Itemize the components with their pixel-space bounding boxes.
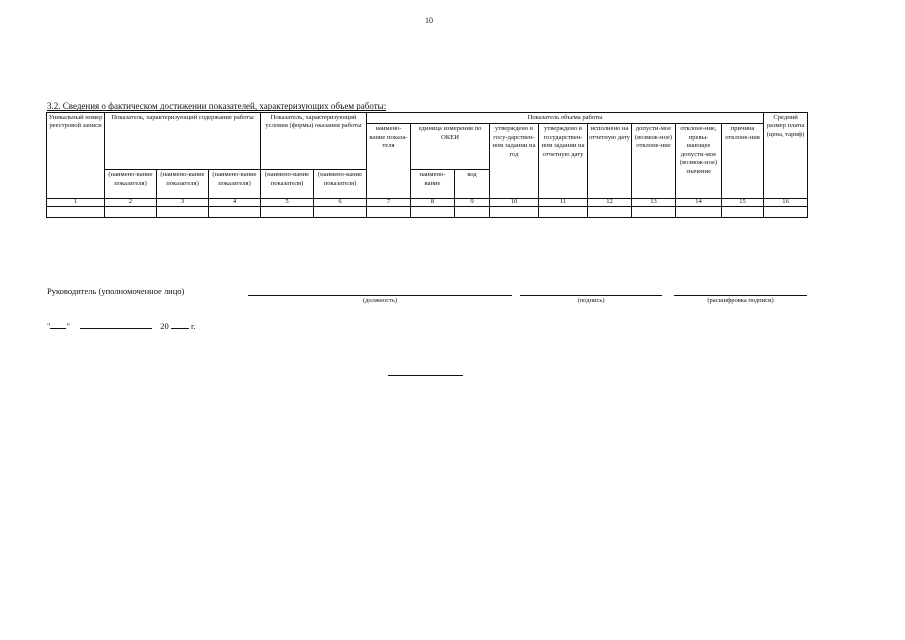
decoding-line [674, 295, 807, 296]
signature-line [520, 295, 662, 296]
year-suffix: г. [190, 321, 196, 331]
column-number: 9 [455, 199, 490, 207]
volume-indicators-table [46, 112, 808, 218]
column-number: 4 [209, 199, 261, 207]
day-blank [50, 320, 66, 329]
header-conditions-indicator: Показатель, характеризующий условия (формы) оказания работы [261, 113, 367, 170]
column-number: 10 [490, 199, 539, 207]
header-content-indicator: Показатель, характеризующий содержание работы [105, 113, 261, 170]
date-line [47, 320, 196, 331]
column-number: 6 [314, 199, 367, 207]
column-number: 13 [632, 199, 676, 207]
subheader-indicator-name: (наимено-вание показателя) [261, 170, 314, 199]
header-approved-year: утверждено в госу-дарствен-ном задании на год [490, 124, 539, 199]
table-cell [209, 207, 261, 218]
header-unit-code: код [455, 170, 490, 199]
subheader-indicator-name: (наимено-вание показателя) [105, 170, 157, 199]
header-approved-date: утверждено в государствен-ном задании на отчетную дату [539, 124, 588, 199]
table-cell [105, 207, 157, 218]
table-cell [490, 207, 539, 218]
section-title: 3.2. Сведения о фактическом достижении показателей, характеризующих объем работы: [47, 101, 387, 111]
header-unit-okei: единица измерения по ОКЕИ [411, 124, 490, 170]
column-number: 5 [261, 199, 314, 207]
header-average-fee: Средний размер платы (цена, тариф) [764, 113, 808, 199]
table-cell [676, 207, 722, 218]
date-close-quote: " [66, 321, 70, 331]
table-cell [261, 207, 314, 218]
header-allowed-deviation: допусти-мое (возмож-ное) отклоне-ние [632, 124, 676, 199]
position-caption: (должность) [362, 297, 398, 304]
position-line [248, 295, 512, 296]
header-executed: исполнено на отчетную дату [588, 124, 632, 199]
signature-caption: (подпись) [577, 297, 605, 304]
table-cell [367, 207, 411, 218]
header-volume-indicator: Показатель объема работы [367, 113, 764, 124]
date-open-quote: " [47, 321, 51, 331]
column-number: 15 [722, 199, 764, 207]
month-blank [80, 320, 152, 329]
year-prefix: 20 [160, 321, 169, 331]
table-cell [455, 207, 490, 218]
subheader-indicator-name: (наимено-вание показателя) [209, 170, 261, 199]
header-unit-name: наимено-вание [411, 170, 455, 199]
table-cell [588, 207, 632, 218]
table-cell [632, 207, 676, 218]
header-unique-number: Уникальный номер реестровой записи [47, 113, 105, 199]
header-indicator-name: наимено-вание показа-теля [367, 124, 411, 199]
column-number: 14 [676, 199, 722, 207]
column-number: 2 [105, 199, 157, 207]
table-cell [47, 207, 105, 218]
column-number: 8 [411, 199, 455, 207]
table-cell [764, 207, 808, 218]
table-cell [722, 207, 764, 218]
column-number: 7 [367, 199, 411, 207]
table-cell [314, 207, 367, 218]
header-exceeding-deviation: отклоне-ние, превы-шающее допусти-мое (возмож-ное) значение [676, 124, 722, 199]
page-number: 10 [425, 16, 433, 25]
subheader-indicator-name: (наимено-вание показателя) [314, 170, 367, 199]
footnote-separator [388, 375, 463, 376]
signer-label: Руководитель (уполномоченное лицо) [47, 286, 185, 296]
column-number: 3 [157, 199, 209, 207]
column-number: 11 [539, 199, 588, 207]
column-number: 12 [588, 199, 632, 207]
decoding-caption: (расшифровка подписи) [707, 297, 774, 304]
year-blank [171, 320, 189, 329]
table-cell [539, 207, 588, 218]
column-number: 1 [47, 199, 105, 207]
subheader-indicator-name: (наимено-вание показателя) [157, 170, 209, 199]
table-cell [157, 207, 209, 218]
table-cell [411, 207, 455, 218]
column-number: 16 [764, 199, 808, 207]
table-row [47, 207, 808, 218]
header-deviation-reason: причина отклоне-ния [722, 124, 764, 199]
